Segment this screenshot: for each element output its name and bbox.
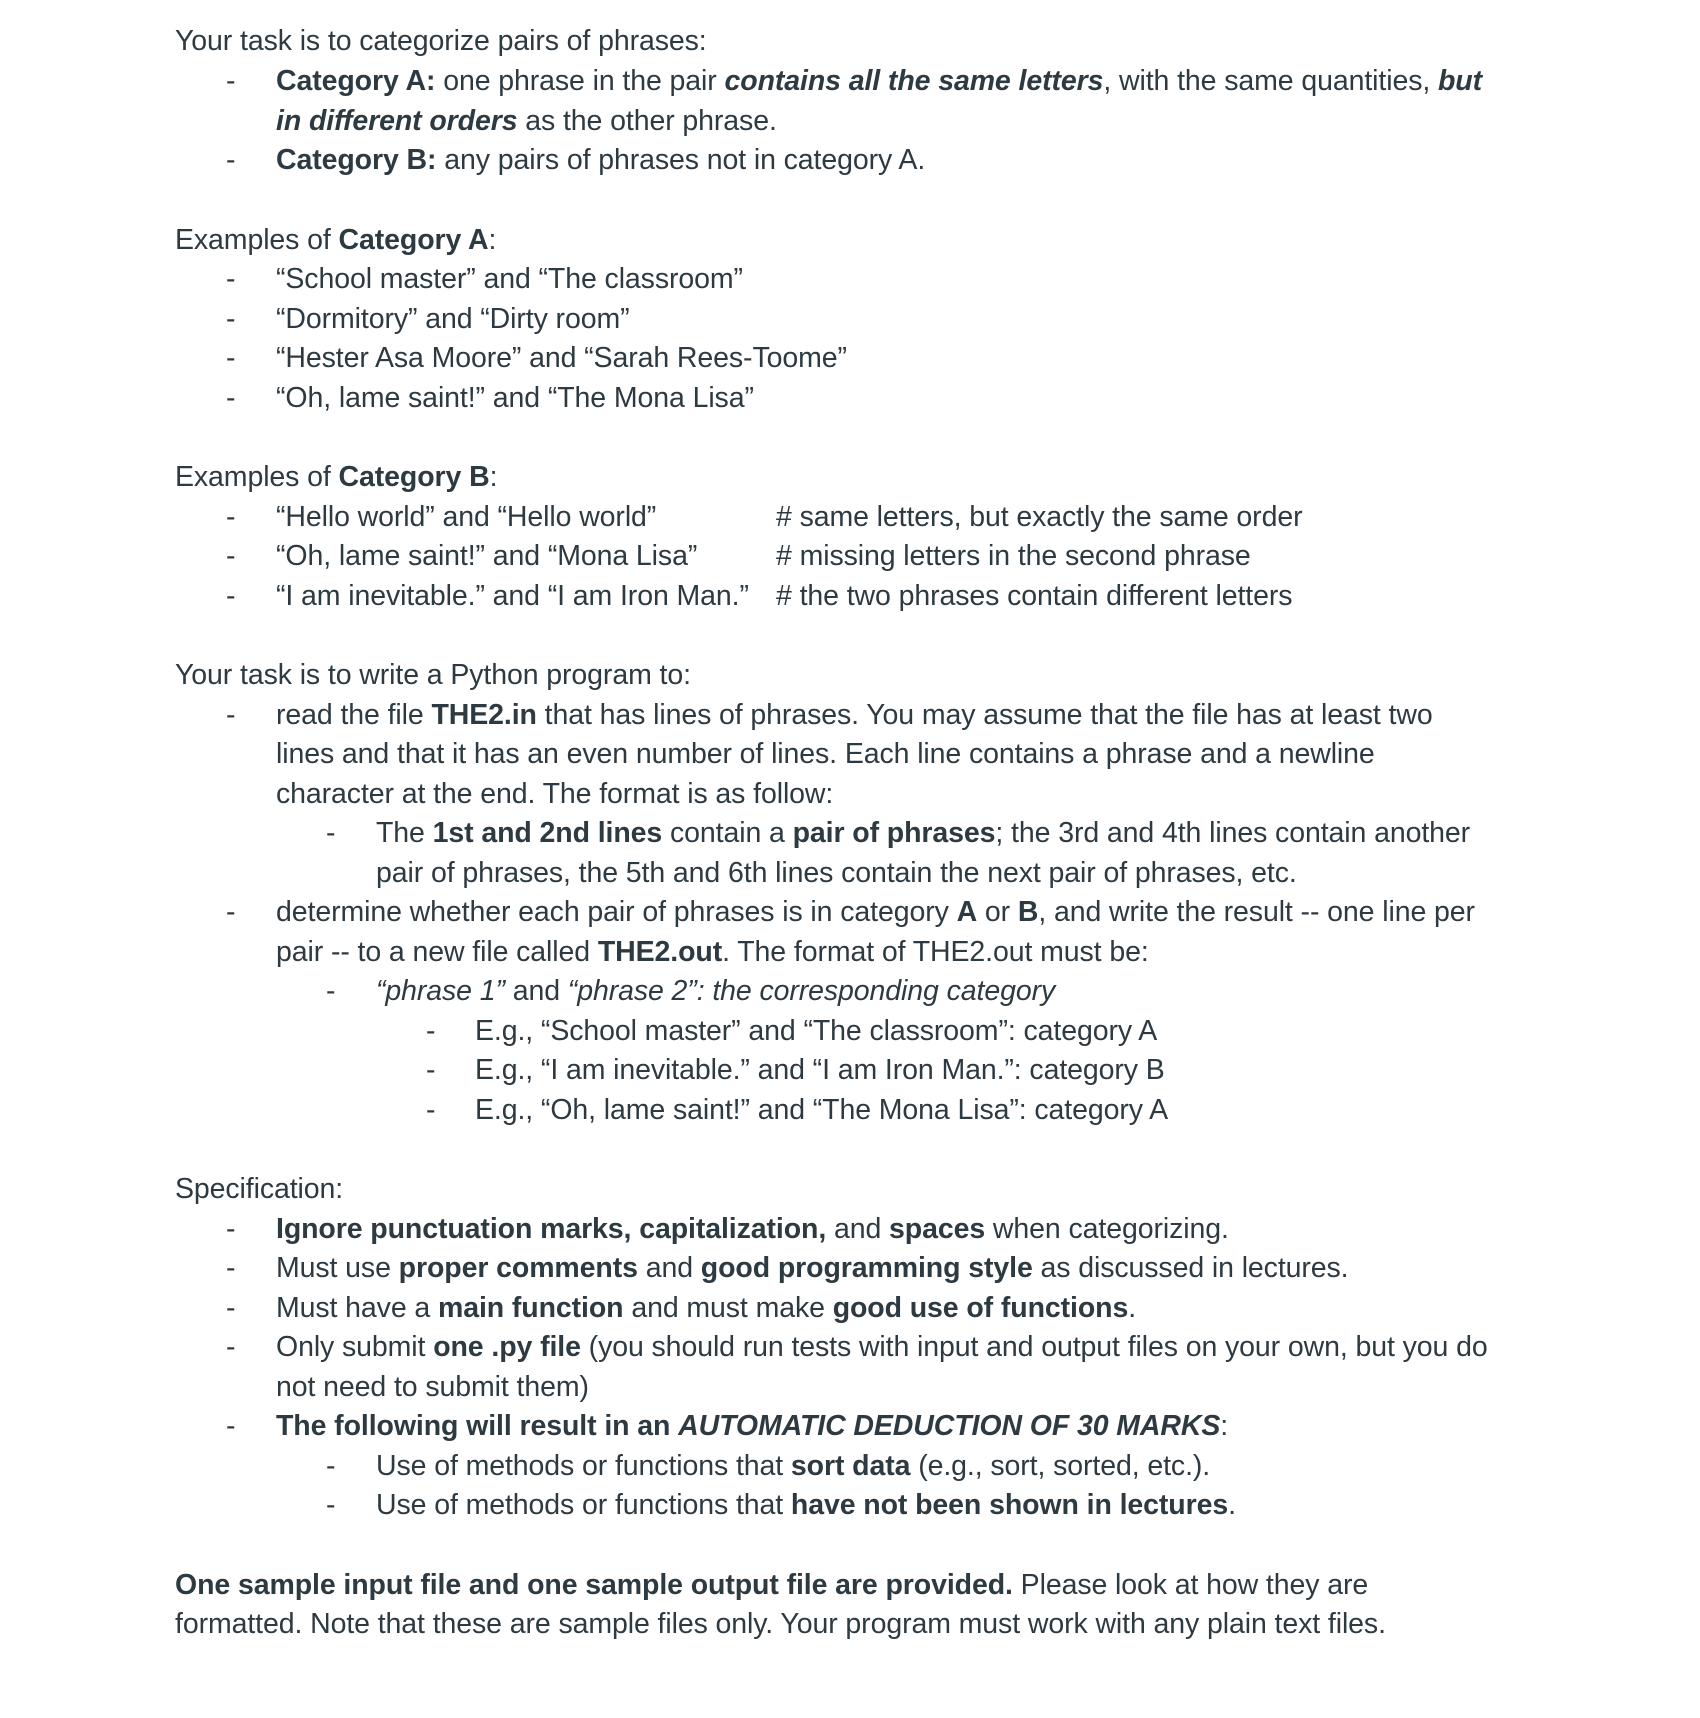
bullet-dash: -: [426, 1015, 436, 1047]
bullet-dash: -: [226, 501, 236, 533]
spec-item-cont: not need to submit them): [276, 1371, 589, 1403]
bullet-dash: -: [226, 342, 236, 374]
example-b-pair: “Oh, lame saint!” and “Mona Lisa”: [276, 540, 698, 572]
specification-heading: Specification:: [175, 1173, 344, 1205]
read-file-instruction-cont: lines and that it has an even number of lines. Each line contains a phrase and a newline: [276, 738, 1375, 770]
bullet-dash: -: [226, 1292, 236, 1324]
example-b-pair: “I am inevitable.” and “I am Iron Man.”: [276, 580, 749, 612]
example-b-comment: # missing letters in the second phrase: [776, 540, 1251, 572]
intro-heading: Your task is to categorize pairs of phrases:: [175, 25, 707, 57]
bullet-dash: -: [226, 1331, 236, 1363]
deduction-warning: The following will result in an AUTOMATIC DEDUCTION OF 30 MARKS:: [276, 1410, 1229, 1442]
read-file-instruction: read the file THE2.in that has lines of phrases. You may assume that the file has at least two: [276, 699, 1433, 731]
output-format: “phrase 1” and “phrase 2”: the corresponding category: [376, 975, 1056, 1007]
bullet-dash: -: [326, 817, 336, 849]
spec-item: Must use proper comments and good programming style as discussed in lectures.: [276, 1252, 1349, 1284]
bullet-dash: -: [226, 580, 236, 612]
bullet-dash: -: [226, 382, 236, 414]
deduction-item: Use of methods or functions that have not been shown in lectures.: [376, 1489, 1236, 1521]
bullet-dash: -: [226, 1252, 236, 1284]
bullet-dash: -: [326, 975, 336, 1007]
category-a-definition: Category A: one phrase in the pair contains all the same letters, with the same quantities, but: [276, 65, 1482, 97]
example-a-item: “School master” and “The classroom”: [276, 263, 743, 295]
example-b-comment: # same letters, but exactly the same order: [776, 501, 1303, 533]
line-format-note: The 1st and 2nd lines contain a pair of phrases; the 3rd and 4th lines contain another: [376, 817, 1471, 849]
example-a-item: “Hester Asa Moore” and “Sarah Rees-Toome”: [276, 342, 847, 374]
examples-a-heading: Examples of Category A:: [175, 224, 497, 256]
output-example: E.g., “Oh, lame saint!” and “The Mona Lisa”: category A: [475, 1094, 1169, 1126]
sample-files-note-cont: formatted. Note that these are sample files only. Your program must work with any plain text files.: [175, 1608, 1386, 1640]
category-b-definition: Category B: any pairs of phrases not in category A.: [276, 144, 926, 176]
bullet-dash: -: [426, 1094, 436, 1126]
deduction-item: Use of methods or functions that sort data (e.g., sort, sorted, etc.).: [376, 1450, 1211, 1482]
program-heading: Your task is to write a Python program to:: [175, 659, 691, 691]
sample-files-note: One sample input file and one sample output file are provided. Please look at how they are: [175, 1569, 1369, 1601]
category-a-definition-cont: in different orders as the other phrase.: [276, 105, 777, 137]
bullet-dash: -: [226, 144, 236, 176]
determine-instruction: determine whether each pair of phrases is in category A or B, and write the result -- one line per: [276, 896, 1475, 928]
spec-item: Must have a main function and must make good use of functions.: [276, 1292, 1137, 1324]
bullet-dash: -: [326, 1450, 336, 1482]
determine-instruction-cont: pair -- to a new file called THE2.out. The format of THE2.out must be:: [276, 936, 1149, 968]
example-b-pair: “Hello world” and “Hello world”: [276, 501, 657, 533]
bullet-dash: -: [226, 699, 236, 731]
example-a-item: “Dormitory” and “Dirty room”: [276, 303, 630, 335]
bullet-dash: -: [226, 1213, 236, 1245]
example-b-comment: # the two phrases contain different letters: [776, 580, 1293, 612]
read-file-instruction-cont: character at the end. The format is as follow:: [276, 778, 834, 810]
examples-b-heading: Examples of Category B:: [175, 461, 498, 493]
bullet-dash: -: [226, 540, 236, 572]
bullet-dash: -: [226, 896, 236, 928]
bullet-dash: -: [426, 1054, 436, 1086]
bullet-dash: -: [226, 263, 236, 295]
spec-item: Only submit one .py file (you should run tests with input and output files on your own, but you do: [276, 1331, 1488, 1363]
bullet-dash: -: [226, 1410, 236, 1442]
output-example: E.g., “School master” and “The classroom”: category A: [475, 1015, 1158, 1047]
spec-item: Ignore punctuation marks, capitalization, and spaces when categorizing.: [276, 1213, 1229, 1245]
line-format-note-cont: pair of phrases, the 5th and 6th lines contain the next pair of phrases, etc.: [376, 857, 1297, 889]
bullet-dash: -: [226, 303, 236, 335]
example-a-item: “Oh, lame saint!” and “The Mona Lisa”: [276, 382, 754, 414]
bullet-dash: -: [226, 65, 236, 97]
output-example: E.g., “I am inevitable.” and “I am Iron Man.”: category B: [475, 1054, 1165, 1086]
bullet-dash: -: [326, 1489, 336, 1521]
